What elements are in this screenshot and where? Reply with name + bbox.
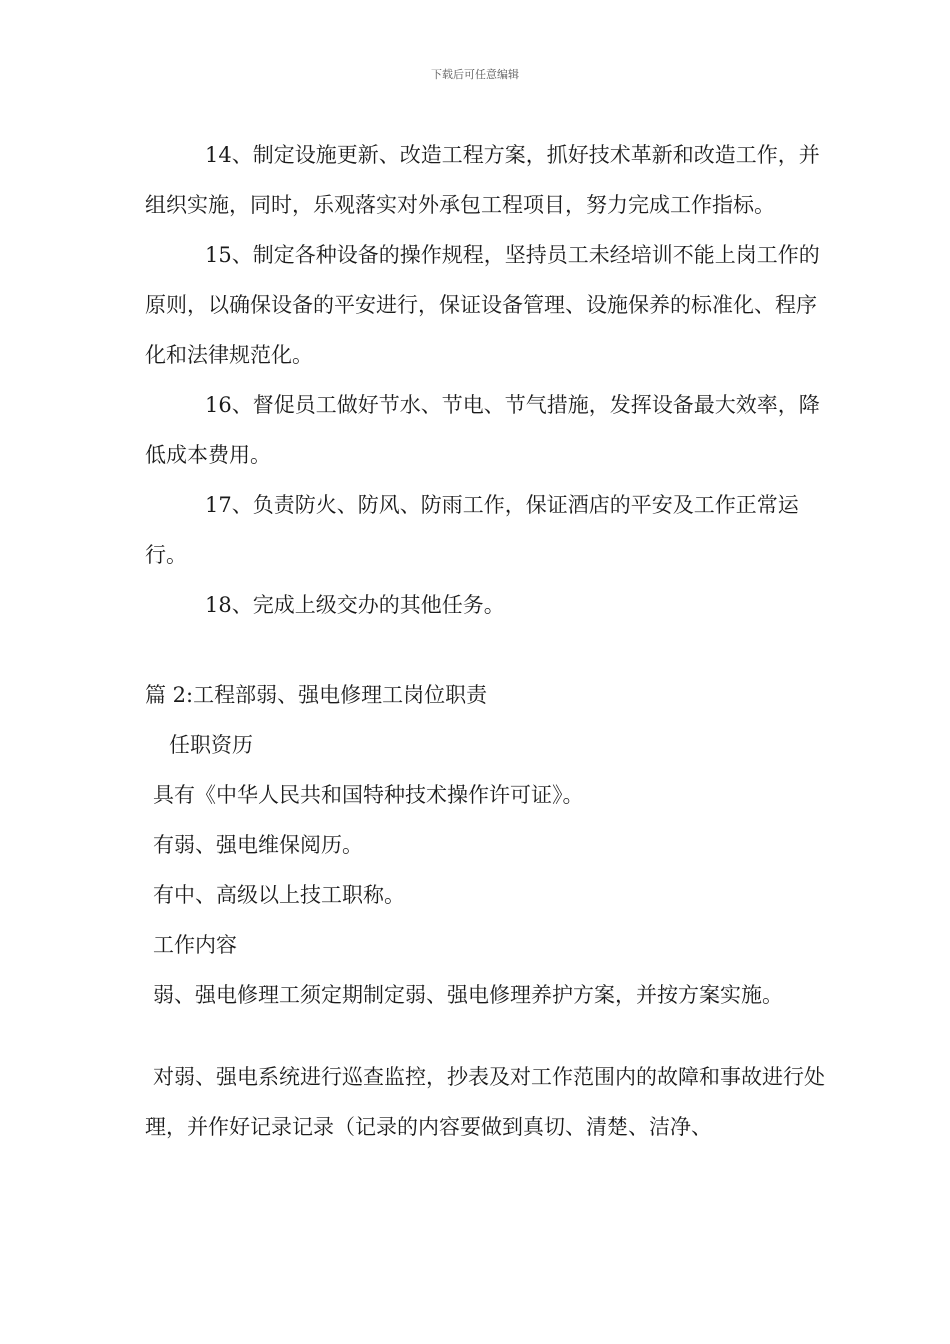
list-item: 18、完成上级交办的其他任务。 (205, 593, 505, 617)
qualification-item: 具有《中华人民共和国特种技术操作许可证》。 (153, 783, 584, 807)
page-header: 下载后可任意编辑 (431, 68, 519, 81)
qualification-item: 有弱、强电维保阅历。 (153, 833, 363, 857)
list-item: 17、负责防火、防风、防雨工作，保证酒店的平安及工作正常运行。 (145, 493, 799, 567)
section-title: 篇 2:工程部弱、强电修理工岗位职责 (145, 683, 488, 707)
work-item: 对弱、强电系统进行巡查监控，抄表及对工作范围内的故障和事故进行处理，并作好记录记录（记录的内容要做到真切、清楚、洁净、 (145, 1065, 825, 1139)
work-item: 弱、强电修理工须定期制定弱、强电修理养护方案，并按方案实施。 (153, 983, 783, 1007)
document-body (145, 130, 825, 1152)
qualifications-heading: 任职资历 (169, 733, 253, 757)
spacer (145, 630, 825, 670)
qualification-item: 有中、高级以上技工职称。 (153, 883, 405, 907)
list-item: 14、制定设施更新、改造工程方案，抓好技术革新和改造工作，并组织实施，同时，乐观落实对外承包工程项目，努力完成工作指标。 (145, 143, 820, 217)
spacer (145, 1020, 825, 1052)
list-item: 16、督促员工做好节水、节电、节气措施，发挥设备最大效率，降低成本费用。 (145, 393, 820, 467)
work-heading: 工作内容 (153, 933, 237, 957)
list-item: 15、制定各种设备的操作规程，坚持员工未经培训不能上岗工作的原则，以确保设备的平安进行，保证设备管理、设施保养的标准化、程序化和法律规范化。 (145, 243, 820, 367)
